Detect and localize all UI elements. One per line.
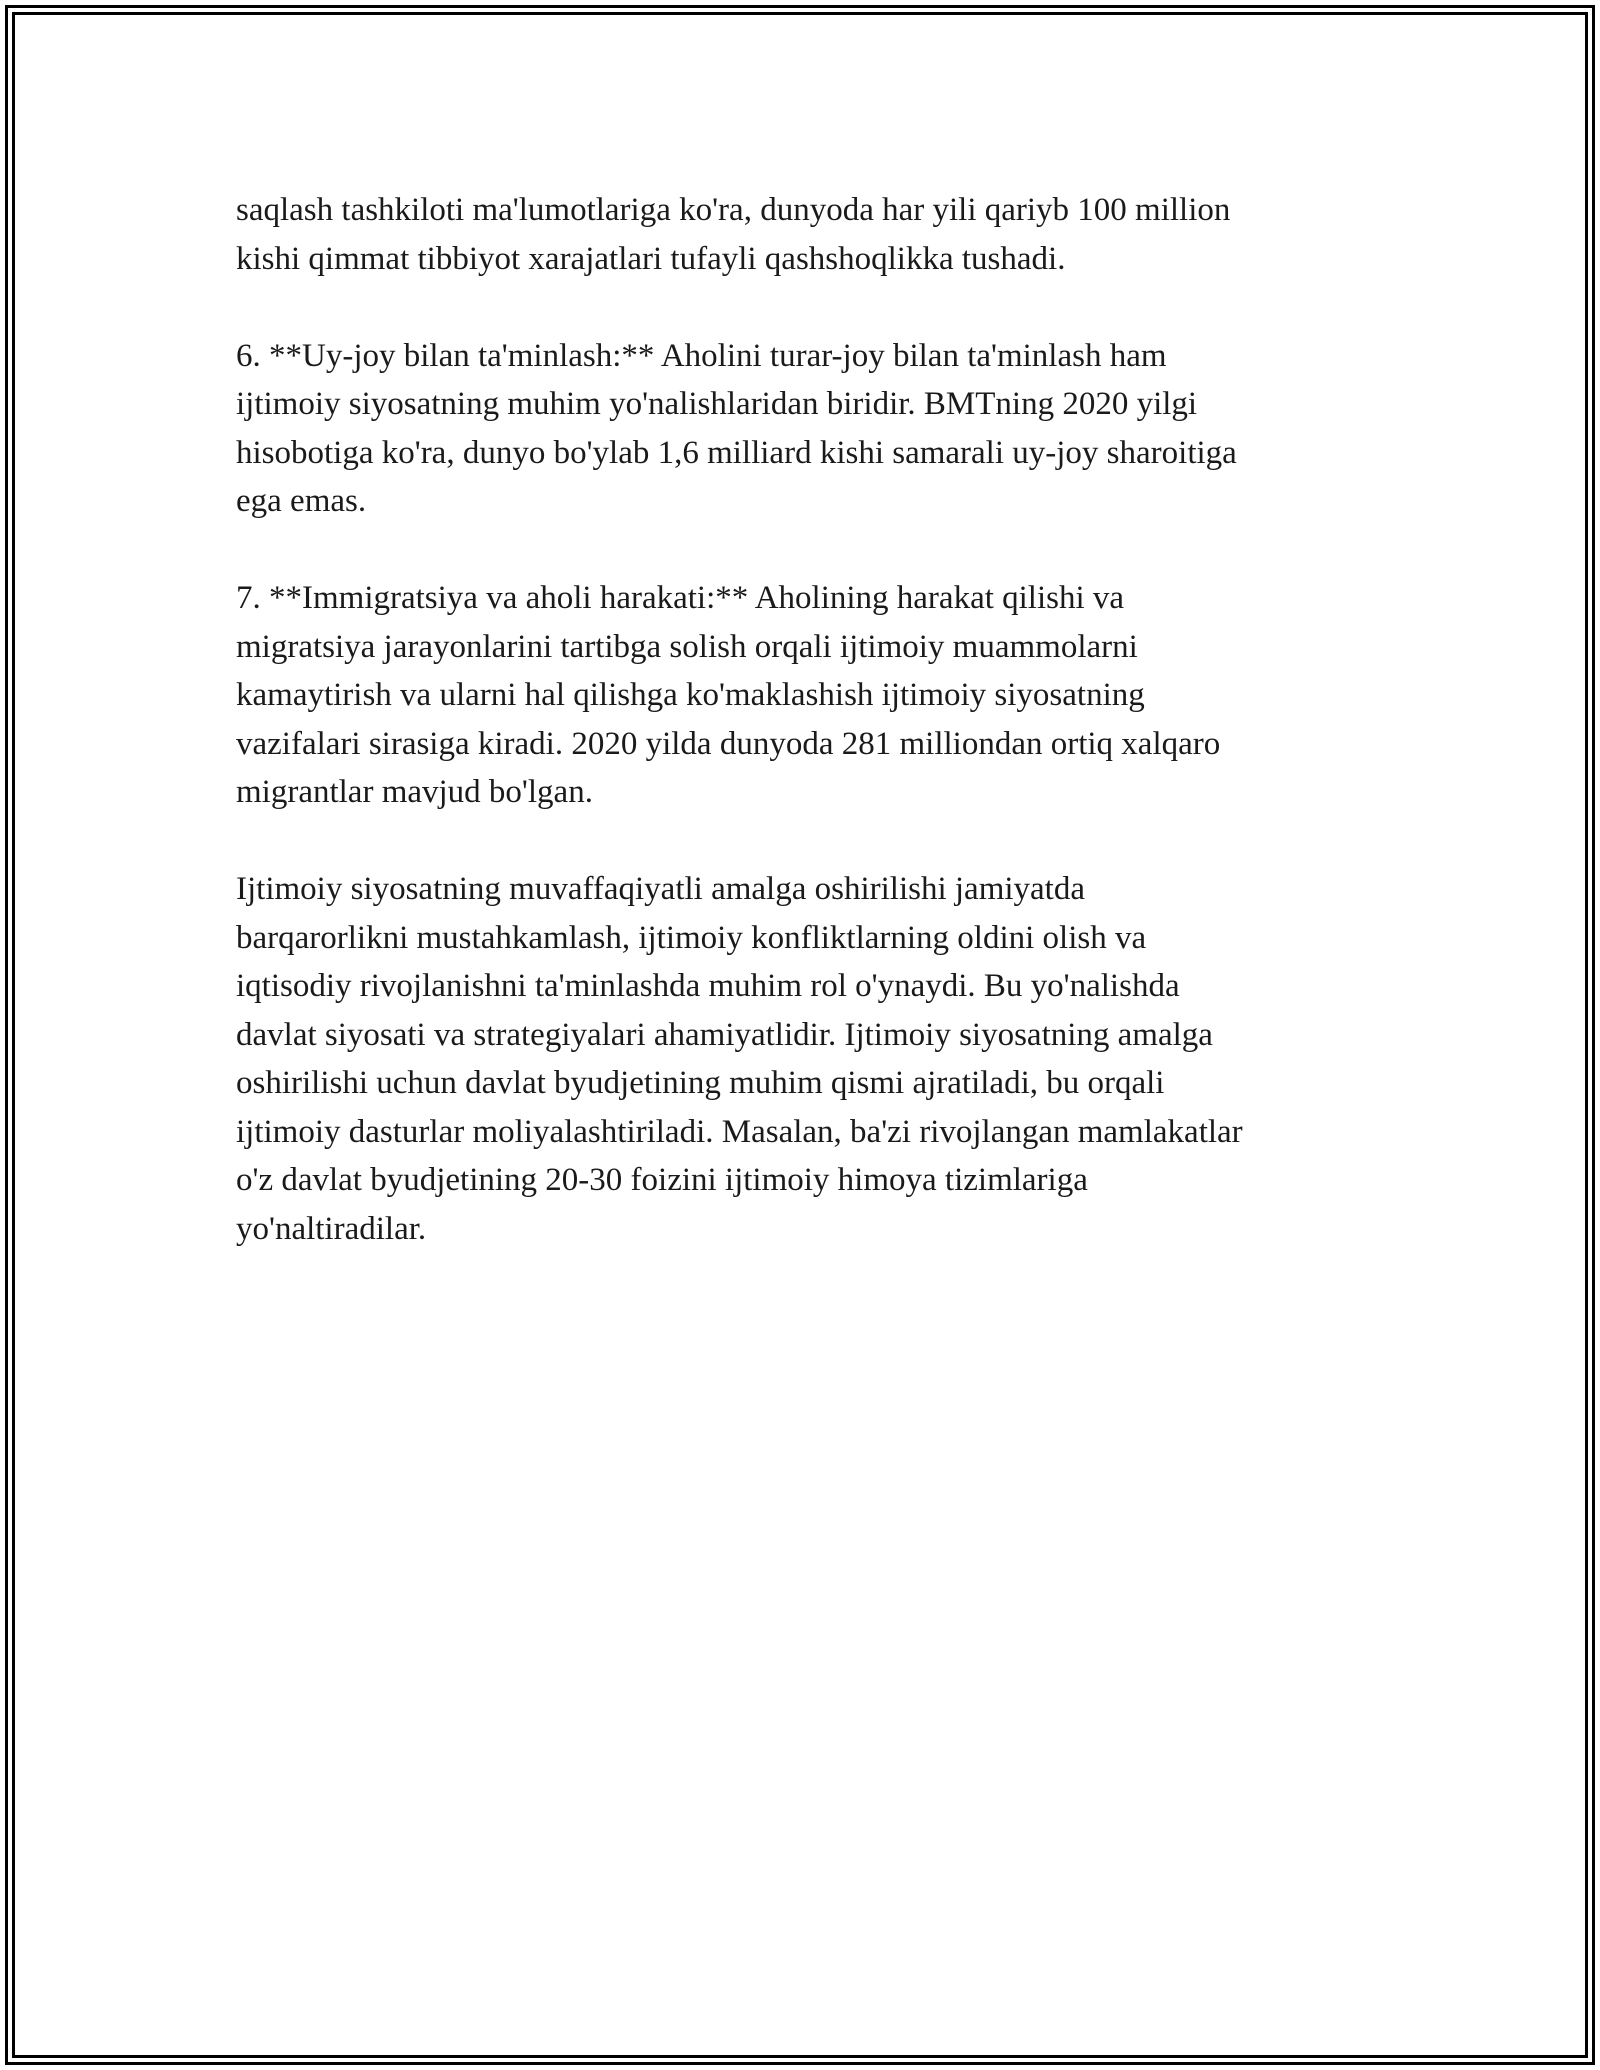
paragraph-healthcare-continuation: saqlash tashkiloti ma'lumotlariga ko'ra, dunyoda har yili qariyb 100 million kishi qimmat tibbiyot xarajatlari tufayli qashshoqlikka tushadi. bbox=[236, 192, 1231, 277]
paragraph-immigration: 7. **Immigratsiya va aholi harakati:** Aholining harakat qilishi va migratsiya jarayonlarini tartibga solish orqali ijtimoiy muammolarni kamaytirish va ularni hal qilishga ko'maklashish ijtimoiy siyosatning vazifalari sirasiga kiradi. 2020 yilda dunyoda 281 milliondan ortiq xalqaro migrantlar mavjud bo'lgan. bbox=[236, 580, 1221, 810]
paragraph-conclusion: Ijtimoiy siyosatning muvaffaqiyatli amalga oshirilishi jamiyatda barqarorlikni mustahkamlash, ijtimoiy konfliktlarning oldini olish va iqtisodiy rivojlanishni ta'minlashda muhim rol o'ynaydi. Bu yo'nalishda davlat siyosati va strategiyalari ahamiyatlidir. Ijtimoiy siyosatning amalga oshirilishi uchun davlat byudjetining muhim qismi ajratiladi, bu orqali ijtimoiy dasturlar moliyalashtiriladi. Masalan, ba'zi rivojlangan mamlakatlar o'z davlat byudjetining 20-30 foizini ijtimoiy himoya tizimlariga yo'naltiradilar. bbox=[236, 871, 1243, 1247]
document-body bbox=[236, 186, 1376, 1302]
paragraph-housing: 6. **Uy-joy bilan ta'minlash:** Aholini turar-joy bilan ta'minlash ham ijtimoiy siyosatning muhim yo'nalishlaridan biridir. BMTning 2020 yilgi hisobotiga ko'ra, dunyo bo'ylab 1,6 milliard kishi samarali uy-joy sharoitiga ega emas. bbox=[236, 337, 1237, 519]
